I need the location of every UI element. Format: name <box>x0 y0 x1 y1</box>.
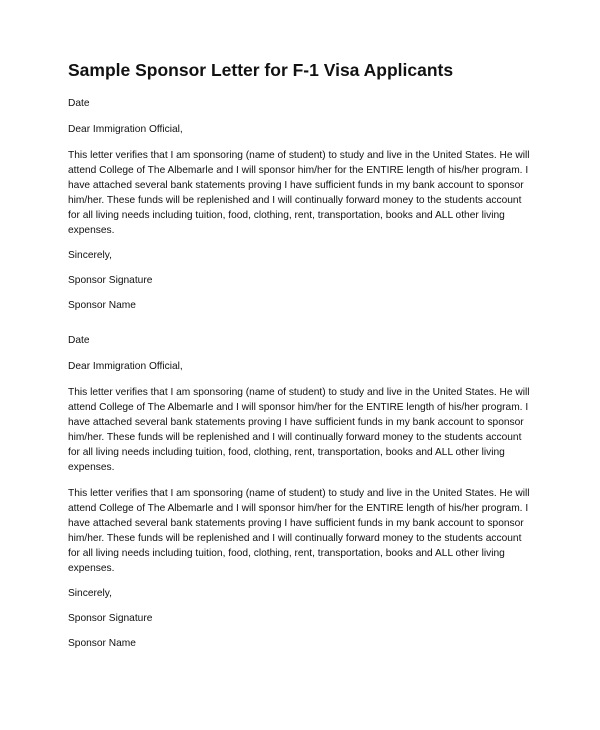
letter2-body-line: attend College of The Albemarle and I will sponsor him/her for the ENTIRE length of his/her program. I <box>68 402 529 413</box>
letter2-body-line: attend College of The Albemarle and I will sponsor him/her for the ENTIRE length of his/her program. I <box>68 503 529 514</box>
letter1-sponsor-name: Sponsor Name <box>68 300 136 311</box>
document-content <box>68 96 554 651</box>
letter1-signature: Sponsor Signature <box>68 275 153 286</box>
letter1-body-line: expenses. <box>68 225 115 236</box>
letter2-body-line: him/her. These funds will be replenished and I will continually forward money to the students account <box>68 533 522 544</box>
letter1-body <box>68 148 554 238</box>
letter1-body-line: for all living needs including tuition, food, clothing, rent, transportation, books and ALL other living <box>68 210 505 221</box>
letter1-body-line: This letter verifies that I am sponsoring (name of student) to study and live in the United States. He will <box>68 150 530 161</box>
letter2-body-line: This letter verifies that I am sponsoring (name of student) to study and live in the United States. He will <box>68 488 530 499</box>
letter2-body-1 <box>68 385 554 475</box>
letter1-closing: Sincerely, <box>68 250 112 261</box>
letter2-signature: Sponsor Signature <box>68 613 153 624</box>
letter2-body-2 <box>68 486 554 576</box>
letter2-sponsor-name: Sponsor Name <box>68 638 136 649</box>
letter2-greeting: Dear Immigration Official, <box>68 361 183 372</box>
letter1-date: Date <box>68 98 90 109</box>
document-title: Sample Sponsor Letter for F-1 Visa Applicants <box>68 60 454 80</box>
letter2-date: Date <box>68 335 90 346</box>
letter1-body-line: him/her. These funds will be replenished and I will continually forward money to the students account <box>68 195 522 206</box>
letter2-body-line: This letter verifies that I am sponsoring (name of student) to study and live in the United States. He will <box>68 387 530 398</box>
letter1-greeting: Dear Immigration Official, <box>68 124 183 135</box>
letter2-body-line: expenses. <box>68 462 115 473</box>
letter2-body-line: have attached several bank statements proving I have sufficient funds in my bank account to sponsor <box>68 417 524 428</box>
letter2-closing: Sincerely, <box>68 588 112 599</box>
letter2-body-line: for all living needs including tuition, food, clothing, rent, transportation, books and ALL other living <box>68 447 505 458</box>
letter2-body-line: for all living needs including tuition, food, clothing, rent, transportation, books and ALL other living <box>68 548 505 559</box>
letter2-body-line: expenses. <box>68 563 115 574</box>
letter2-body-line: have attached several bank statements proving I have sufficient funds in my bank account to sponsor <box>68 518 524 529</box>
letter1-body-line: attend College of The Albemarle and I will sponsor him/her for the ENTIRE length of his/her program. I <box>68 165 529 176</box>
letter2-body-line: him/her. These funds will be replenished and I will continually forward money to the students account <box>68 432 522 443</box>
letter1-body-line: have attached several bank statements proving I have sufficient funds in my bank account to sponsor <box>68 180 524 191</box>
